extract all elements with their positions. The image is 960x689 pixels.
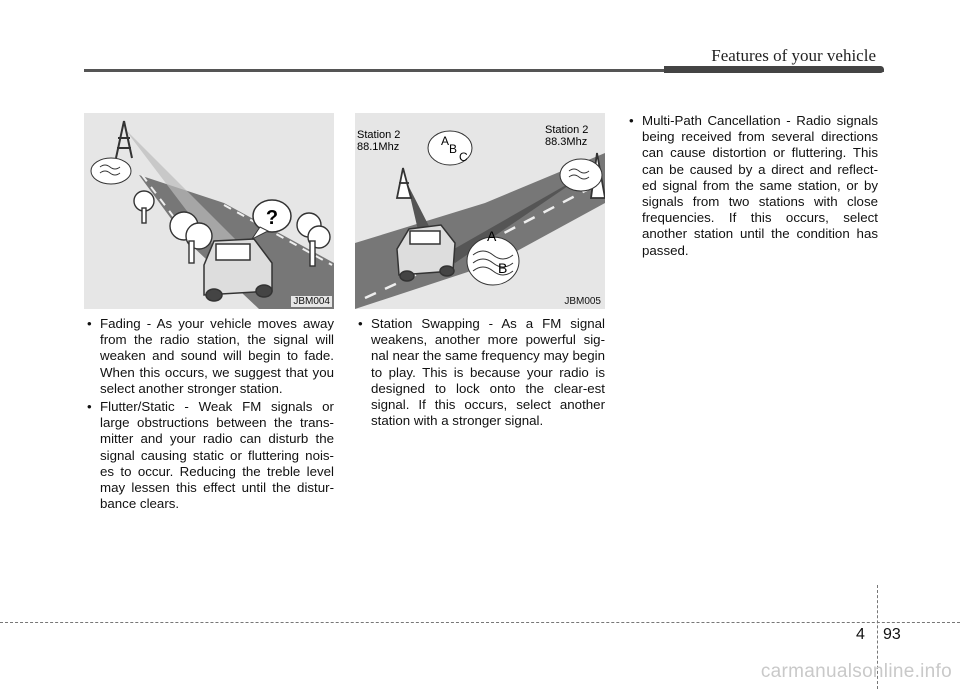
car-icon (204, 239, 272, 301)
station-right-name: Station 2 (545, 124, 589, 136)
header-rule-accent (664, 66, 884, 73)
station-left-freq: 88.1Mhz (357, 141, 400, 153)
section-number: 4 (856, 626, 865, 643)
figure-code: JBM004 (293, 296, 330, 307)
bubble-label-b: B (449, 142, 458, 156)
bubble-label-a: A (441, 134, 450, 148)
station-right-freq: 88.3Mhz (545, 136, 588, 148)
list-item: • Fading - As your vehicle moves away from the radio station, the signal will weaken and sound will begin to fade. When this occurs, we suggest that you select another stronger station. (84, 316, 334, 397)
wave-label-a: A (487, 228, 497, 244)
column-left (84, 316, 334, 514)
list-item: • Multi-Path Cancellation - Radio signals being received from several directions can cause distortion or fluttering. This can be caused by a direct and reflect-ed signal from the same station, or by signals from two stations with close frequencies. If this occurs, select another station until the condition has passed. (626, 113, 878, 259)
running-header-title: Features of your vehicle (711, 46, 876, 65)
station-swap-illustration (355, 113, 605, 309)
column-middle (355, 316, 605, 431)
radio-tower-icon (116, 121, 132, 158)
footer-dashed-rule (0, 622, 960, 623)
wave-label-b: B (498, 260, 508, 276)
figure-fading (84, 113, 334, 309)
station-left-name: Station 2 (357, 129, 401, 141)
column-right (626, 113, 878, 261)
figure-code: JBM005 (564, 296, 601, 307)
bubble-label-c: C (459, 150, 468, 164)
car-icon (397, 225, 455, 281)
fading-illustration (84, 113, 334, 309)
list-item: • Station Swapping - As a FM signal weakens, another more powerful sig-nal near the same frequency may begin to play. This is because your radio is designed to lock onto the clear-est signal. If this occurs, select another station with a stronger signal. (355, 316, 605, 429)
watermark: carmanualsonline.info (760, 661, 952, 682)
list-item: • Flutter/Static - Weak FM signals or large obstructions between the trans-mitter and your radio can disturb the signal causing static or fluttering nois-es to occur. Reducing the treble level may lessen this effect until the distur-bance clears. (84, 399, 334, 512)
figure-station-swapping (355, 113, 605, 309)
question-mark: ? (265, 207, 279, 229)
page-number: 93 (883, 626, 901, 643)
